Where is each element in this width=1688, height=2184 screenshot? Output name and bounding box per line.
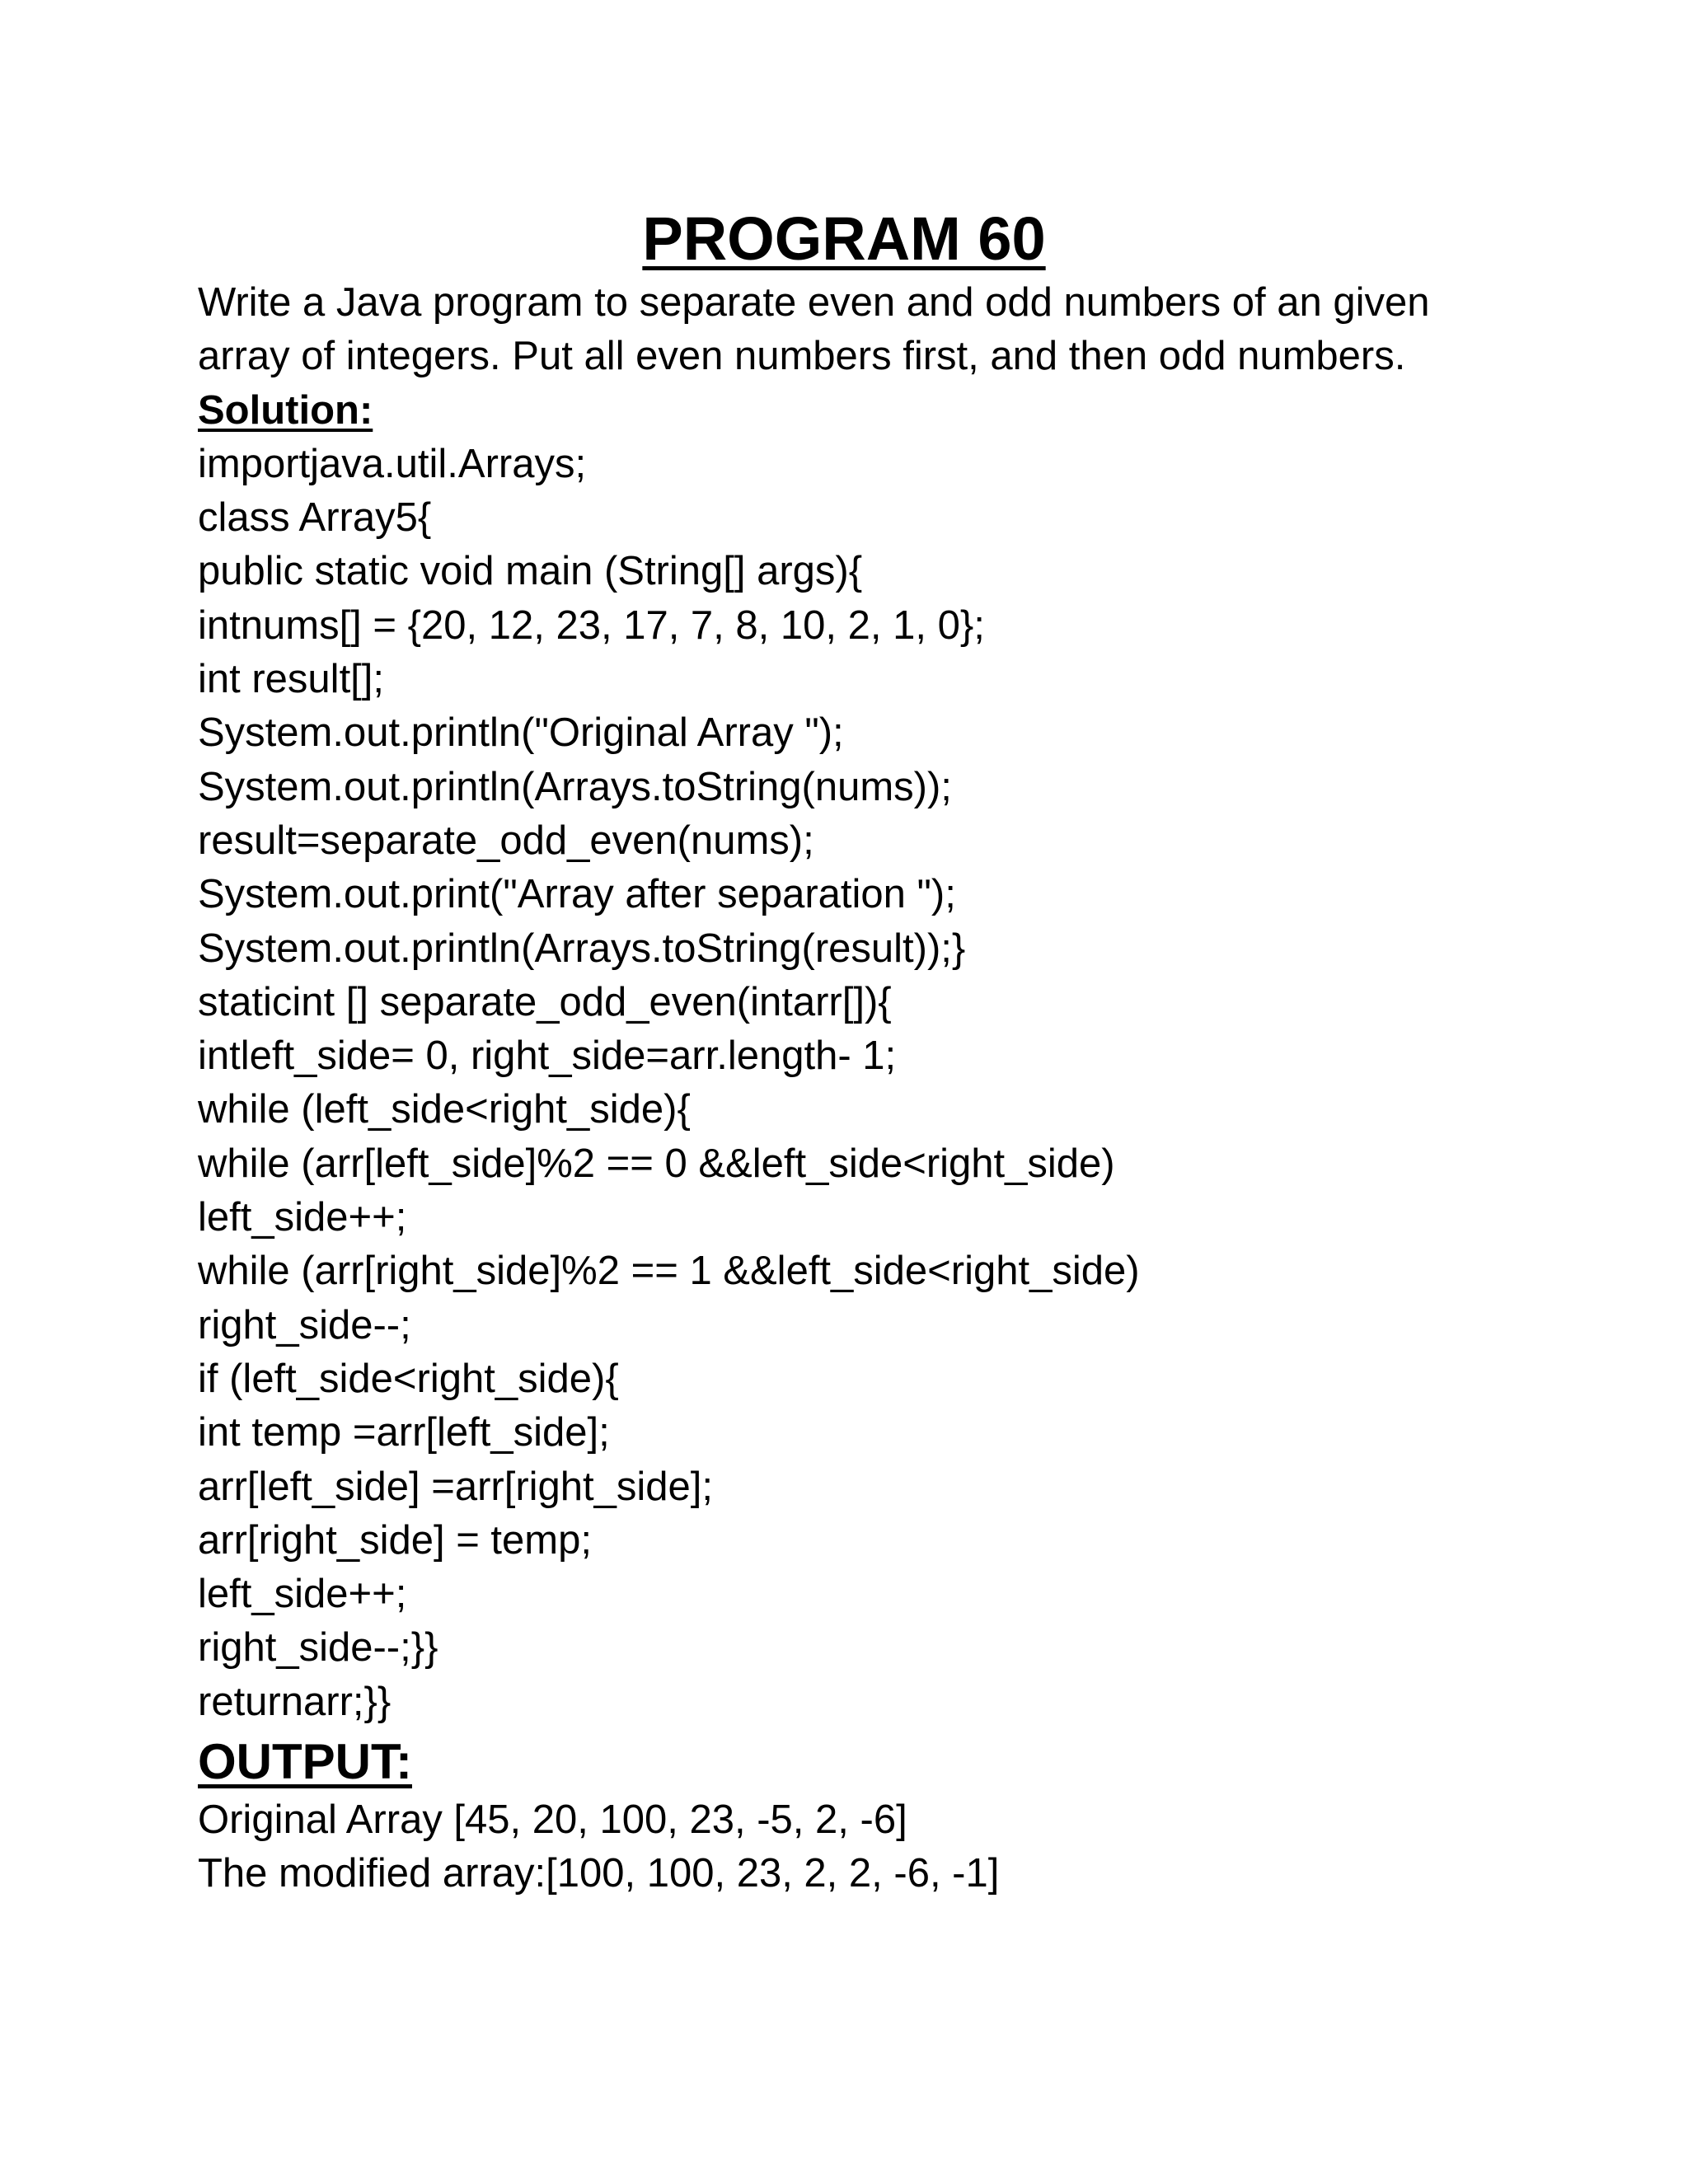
code-line: int result[]; xyxy=(198,657,385,702)
output-line: The modified array:[100, 100, 23, 2, 2, -6, -1] xyxy=(198,1851,1000,1896)
document-body xyxy=(198,276,1648,1901)
code-line: returnarr;}} xyxy=(198,1679,392,1724)
code-line: intnums[] = {20, 12, 23, 17, 7, 8, 10, 2, 1, 0}; xyxy=(198,602,985,648)
question-line: Write a Java program to separate even and odd numbers of an given xyxy=(198,280,1430,325)
code-line: staticint [] separate_odd_even(intarr[]){ xyxy=(198,979,892,1024)
code-line: right_side--; xyxy=(198,1302,411,1347)
code-line: System.out.println("Original Array "); xyxy=(198,710,844,756)
code-line: System.out.println(Arrays.toString(result));} xyxy=(198,926,966,971)
code-line: while (arr[right_side]%2 == 1 &&left_side<right_side) xyxy=(198,1249,1140,1294)
code-line: result=separate_odd_even(nums); xyxy=(198,818,814,863)
code-line: while (arr[left_side]%2 == 0 &&left_side<right_side) xyxy=(198,1141,1115,1186)
code-line: right_side--;}} xyxy=(198,1625,438,1671)
output-heading: OUTPUT: xyxy=(198,1734,412,1790)
code-line: arr[right_side] = temp; xyxy=(198,1517,592,1563)
code-line: while (left_side<right_side){ xyxy=(198,1087,691,1132)
output-line: Original Array [45, 20, 100, 23, -5, 2, -6] xyxy=(198,1797,907,1843)
code-line: if (left_side<right_side){ xyxy=(198,1356,619,1401)
code-block xyxy=(198,438,1648,1729)
code-line: left_side++; xyxy=(198,1572,407,1617)
code-line: class Array5{ xyxy=(198,495,432,541)
question-line: array of integers. Put all even numbers first, and then odd numbers. xyxy=(198,334,1406,379)
code-line: int temp =arr[left_side]; xyxy=(198,1410,610,1455)
code-line: intleft_side= 0, right_side=arr.length- 1; xyxy=(198,1033,897,1079)
output-block xyxy=(198,1793,1648,1901)
code-line: System.out.println(Arrays.toString(nums)); xyxy=(198,764,952,809)
code-line: public static void main (String[] args){ xyxy=(198,549,863,594)
solution-heading: Solution: xyxy=(198,387,373,433)
code-line: importjava.util.Arrays; xyxy=(198,441,587,486)
code-line: left_side++; xyxy=(198,1195,407,1240)
question-text xyxy=(198,276,1648,384)
page-title: PROGRAM 60 xyxy=(642,204,1046,273)
code-line: arr[left_side] =arr[right_side]; xyxy=(198,1464,714,1509)
code-line: System.out.print("Array after separation "); xyxy=(198,872,956,917)
